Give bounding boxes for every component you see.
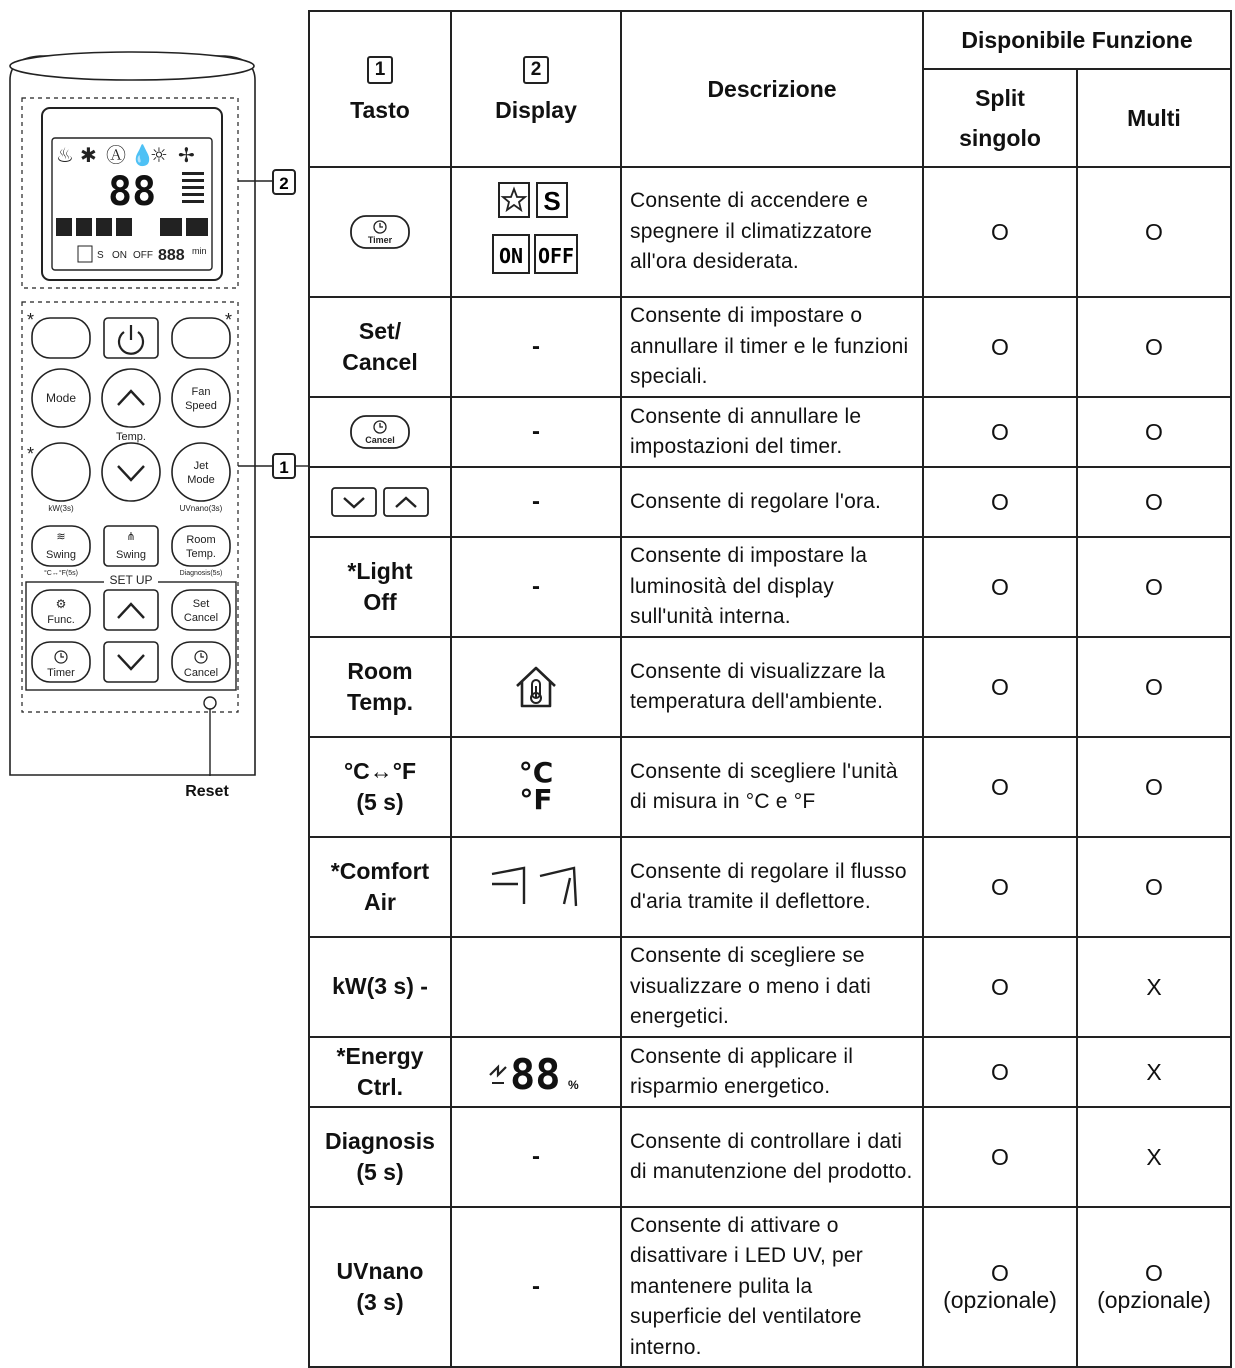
swing-sub-label: °C↔°F(5s)	[44, 570, 78, 577]
display-light-off: -	[451, 537, 621, 637]
header-split-2: singolo	[959, 125, 1041, 151]
desc-uvnano	[621, 1207, 923, 1367]
svg-text:♨: ♨	[56, 143, 74, 167]
set-cancel-button[interactable]	[172, 590, 230, 630]
func-label: Func.	[47, 614, 75, 626]
key-timer	[309, 167, 451, 297]
svg-text:☼: ☼	[150, 143, 168, 167]
display-off: OFF	[537, 243, 575, 268]
multi-set-cancel: O	[1077, 297, 1231, 397]
cancel-button-icon	[348, 412, 412, 452]
cancel-icon-label: Cancel	[365, 435, 395, 445]
table-row	[309, 937, 1231, 1037]
svg-text:≋: ≋	[56, 531, 66, 543]
multi-arrows: O	[1077, 467, 1231, 537]
split-timer: O	[923, 167, 1077, 297]
svg-text:✱: ✱	[80, 143, 97, 167]
desc-room-temp: Consente di visualizzare la temperatura dell'ambiente.	[621, 637, 923, 737]
key-line-1: *Energy	[336, 1042, 424, 1069]
svg-text:⋔: ⋔	[126, 531, 136, 543]
setup-down-button[interactable]	[104, 642, 158, 682]
energy-percent: %	[568, 1078, 579, 1092]
room-label-1: Room	[186, 534, 216, 546]
display-celsius-fahrenheit	[451, 737, 621, 837]
desc-diagnosis: Consente di controllare i dati di manutenzione del prodotto.	[621, 1107, 923, 1207]
table-row	[309, 167, 1231, 297]
key-line-2: Air	[364, 889, 396, 915]
uvnano-sub-label: UVnano(3s)	[179, 504, 223, 513]
down-up-buttons-icon	[329, 484, 431, 520]
desc-line-5: interno.	[630, 1335, 702, 1359]
lcd-on: ON	[112, 250, 127, 261]
display-comfort-air	[451, 837, 621, 937]
desc-line-3: mantenere pulita la	[630, 1274, 813, 1298]
split-uvnano	[923, 1207, 1077, 1367]
comfort-air-button[interactable]	[172, 318, 230, 358]
display-kw	[451, 937, 621, 1037]
desc-comfort-air: Consente di regolare il flusso d'aria tramite il deflettore.	[621, 837, 923, 937]
display-s: S	[543, 185, 561, 216]
svg-text:✢: ✢	[178, 143, 195, 167]
reset-label: Reset	[185, 783, 229, 800]
callout-2: 2	[279, 174, 289, 193]
display-timer	[451, 167, 621, 297]
temp-label: Temp.	[116, 431, 146, 443]
header-disponibile: Disponibile Funzione	[923, 11, 1231, 69]
header-split	[923, 69, 1077, 167]
key-energy-ctrl	[309, 1037, 451, 1107]
svg-text:💧: 💧	[130, 143, 155, 167]
multi-celsius-fahrenheit: O	[1077, 737, 1231, 837]
set-label-1: Set	[192, 598, 210, 610]
key-room-temp	[309, 637, 451, 737]
desc-celsius-fahrenheit: Consente di scegliere l'unità di misura in °C e °F	[621, 737, 923, 837]
desc-line-2: disattivare i LED UV, per	[630, 1244, 863, 1268]
room-label-2: Temp.	[186, 548, 216, 560]
key-line-2: Ctrl.	[357, 1074, 403, 1100]
multi-uvnano	[1077, 1207, 1231, 1367]
multi-energy-ctrl: X	[1077, 1037, 1231, 1107]
kw-sub-label: kW(3s)	[48, 504, 74, 513]
fan-label-2: Speed	[185, 400, 217, 412]
energy-digits: 88	[510, 1050, 561, 1095]
desc-set-cancel: Consente di impostare o annullare il timer e le funzioni speciali.	[621, 297, 923, 397]
swing-label-1: Swing	[46, 549, 76, 561]
asterisk-mark: *	[225, 310, 233, 330]
display-cancel: -	[451, 397, 621, 467]
multi-optional: (opzionale)	[1097, 1287, 1211, 1313]
header-number-1: 1	[367, 56, 393, 84]
key-celsius-fahrenheit	[309, 737, 451, 837]
multi-comfort-air: O	[1077, 837, 1231, 937]
multi-light-off: O	[1077, 537, 1231, 637]
key-kw: kW(3 s) -	[309, 937, 451, 1037]
key-line-1: UVnano	[336, 1257, 424, 1284]
split-diagnosis: O	[923, 1107, 1077, 1207]
key-uvnano	[309, 1207, 451, 1367]
header-multi: Multi	[1077, 69, 1231, 167]
function-table	[308, 10, 1232, 1368]
mode-label: Mode	[45, 391, 77, 405]
table-row	[309, 1107, 1231, 1207]
lcd-off: OFF	[133, 250, 153, 261]
key-diagnosis	[309, 1107, 451, 1207]
multi-mark: O	[1145, 1260, 1163, 1286]
split-celsius-fahrenheit: O	[923, 737, 1077, 837]
display-room-temp	[451, 637, 621, 737]
temp-up-button[interactable]	[102, 369, 160, 427]
table-row	[309, 1037, 1231, 1107]
multi-timer: O	[1077, 167, 1231, 297]
key-line-1: *Light	[347, 557, 413, 584]
table-row	[309, 467, 1231, 537]
asterisk-mark: *	[27, 310, 35, 330]
display-on: ON	[498, 243, 524, 268]
room-temp-button[interactable]	[172, 526, 230, 566]
star-s-on-off-icon	[491, 179, 581, 279]
jet-label-2: Mode	[187, 474, 215, 486]
diagnosis-sub-label: Diagnosis(5s)	[179, 570, 223, 577]
key-light-off	[309, 537, 451, 637]
gear-icon: ⚙	[55, 597, 67, 611]
table-row	[309, 397, 1231, 467]
set-label-2: Cancel	[183, 612, 219, 624]
desc-arrows: Consente di regolare l'ora.	[621, 467, 923, 537]
split-room-temp: O	[923, 637, 1077, 737]
swing-label-2: Swing	[116, 549, 146, 561]
header-split-1: Split	[975, 84, 1025, 111]
desc-light-off: Consente di impostare la luminosità del display sull'unità interna.	[621, 537, 923, 637]
split-optional: (opzionale)	[943, 1287, 1057, 1313]
key-line-1: Set/	[358, 317, 402, 344]
timer-icon-label: Timer	[367, 235, 393, 245]
lcd-digits: 88	[108, 169, 157, 215]
desc-line-1: Consente di attivare o	[630, 1213, 839, 1237]
key-line-2: Off	[363, 589, 397, 615]
split-cancel: O	[923, 397, 1077, 467]
multi-cancel: O	[1077, 397, 1231, 467]
desc-energy-ctrl: Consente di applicare il risparmio energetico.	[621, 1037, 923, 1107]
multi-room-temp: O	[1077, 637, 1231, 737]
display-energy-ctrl	[451, 1037, 621, 1107]
table-row	[309, 1207, 1231, 1367]
jet-mode-button[interactable]	[172, 443, 230, 501]
key-set-cancel	[309, 297, 451, 397]
key-comfort-air	[309, 837, 451, 937]
key-arrows	[309, 467, 451, 537]
split-light-off: O	[923, 537, 1077, 637]
split-energy-ctrl: O	[923, 1037, 1077, 1107]
table-row	[309, 837, 1231, 937]
display-fahrenheit: °F	[519, 783, 553, 816]
svg-text:Ⓐ: Ⓐ	[106, 143, 126, 167]
display-celsius: °C	[518, 756, 554, 790]
svg-text:888: 888	[158, 247, 185, 264]
key-line-2: (3 s)	[356, 1289, 404, 1315]
split-kw: O	[923, 937, 1077, 1037]
display-arrows: -	[451, 467, 621, 537]
key-line-2: Temp.	[346, 689, 414, 715]
split-mark: O	[991, 1260, 1009, 1286]
light-off-button[interactable]	[32, 318, 90, 358]
multi-diagnosis: X	[1077, 1107, 1231, 1207]
split-arrows: O	[923, 467, 1077, 537]
timer-label: Timer	[47, 667, 75, 679]
header-display-label: Display	[495, 97, 577, 124]
temp-down-button[interactable]	[102, 443, 160, 501]
lcd-min: min	[192, 246, 207, 256]
callout-1: 1	[279, 458, 289, 477]
table-row	[309, 297, 1231, 397]
key-line-1: Room	[347, 657, 413, 684]
fan-speed-button[interactable]	[172, 369, 230, 427]
display-set-cancel: -	[451, 297, 621, 397]
jet-label-1: Jet	[193, 460, 209, 472]
setup-label: SET UP	[109, 573, 153, 587]
comfort-air-vane-icon	[488, 864, 584, 910]
fan-label-1: Fan	[191, 386, 211, 398]
energy-ctrl-icon	[486, 1049, 586, 1095]
key-cancel	[309, 397, 451, 467]
desc-line-4: superficie del ventilatore	[630, 1305, 862, 1329]
table-row	[309, 737, 1231, 837]
split-comfort-air: O	[923, 837, 1077, 937]
remote-control-illustration	[0, 0, 310, 820]
key-line-2: Cancel	[342, 349, 418, 375]
multi-kw: X	[1077, 937, 1231, 1037]
cancel-label: Cancel	[183, 667, 219, 679]
key-line-1: °C↔°F	[343, 757, 417, 784]
header-tasto	[309, 11, 451, 167]
kw-button[interactable]	[32, 443, 90, 501]
asterisk-mark: *	[27, 444, 35, 464]
header-number-2: 2	[523, 56, 549, 84]
table-row	[309, 537, 1231, 637]
key-line-1: Diagnosis	[325, 1127, 435, 1154]
header-display	[451, 11, 621, 167]
key-line-1: *Comfort	[330, 857, 430, 884]
key-line-2: (5 s)	[356, 789, 404, 815]
house-thermometer-icon	[513, 664, 559, 710]
display-diagnosis: -	[451, 1107, 621, 1207]
split-set-cancel: O	[923, 297, 1077, 397]
svg-text:S: S	[97, 250, 104, 261]
reset-button[interactable]	[204, 697, 216, 709]
desc-kw: Consente di scegliere se visualizzare o meno i dati energetici.	[621, 937, 923, 1037]
table-row	[309, 637, 1231, 737]
header-tasto-label: Tasto	[350, 97, 410, 124]
desc-cancel: Consente di annullare le impostazioni del timer.	[621, 397, 923, 467]
timer-button-icon	[348, 212, 412, 252]
setup-up-button[interactable]	[104, 590, 158, 630]
header-descrizione: Descrizione	[621, 11, 923, 167]
key-line-2: (5 s)	[356, 1159, 404, 1185]
display-uvnano: -	[451, 1207, 621, 1367]
desc-timer: Consente di accendere e spegnere il climatizzatore all'ora desiderata.	[621, 167, 923, 297]
